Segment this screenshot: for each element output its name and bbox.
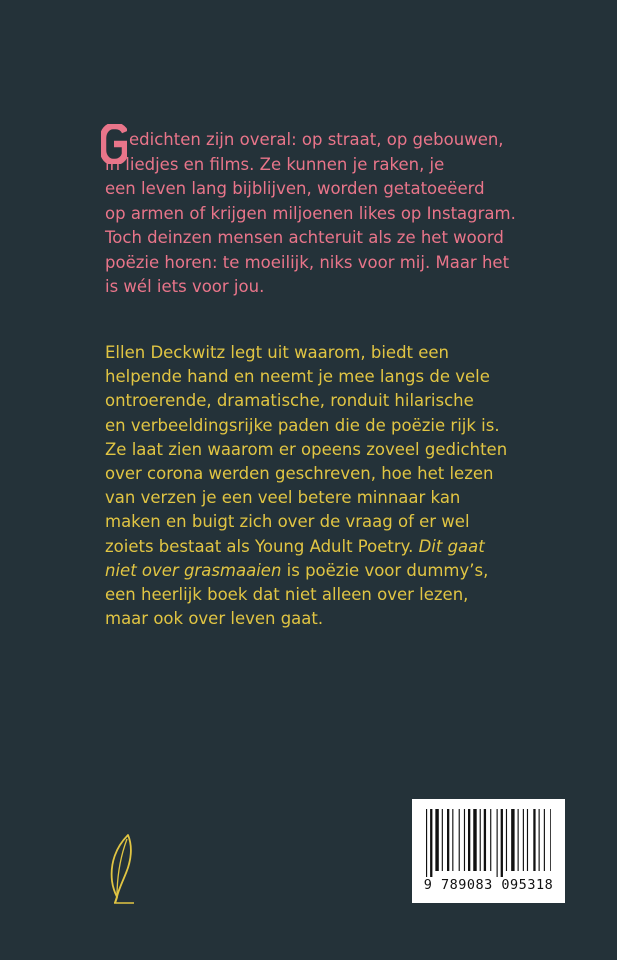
description-line: Ze laat zien waarom er opeens zoveel gedichten bbox=[105, 439, 508, 459]
intro-line: een leven lang bijblijven, worden getatoeëerd bbox=[105, 179, 485, 198]
barcode-bar bbox=[539, 809, 540, 871]
barcode-bar bbox=[435, 809, 438, 871]
intro-line: is wél iets voor jou. bbox=[105, 277, 265, 296]
intro-line: in liedjes en films. Ze kunnen je raken, je bbox=[105, 154, 445, 174]
description-line: een heerlijk boek dat niet alleen over lezen, bbox=[105, 585, 469, 605]
barcode-bar bbox=[464, 809, 465, 871]
intro-line: poëzie horen: te moeilijk, niks voor mij. Maar het bbox=[105, 252, 510, 272]
barcode-bar bbox=[442, 809, 443, 871]
intro-line: Toch deinzen mensen achteruit als ze het woord bbox=[105, 228, 504, 247]
barcode-bar bbox=[468, 809, 470, 871]
barcode-bar bbox=[490, 809, 491, 871]
description-line: maar ook over leven gaat. bbox=[105, 609, 324, 629]
barcode-bar bbox=[533, 809, 535, 871]
barcode-bar bbox=[447, 809, 449, 871]
description-line: maken en buigt zich over de vraag of er wel bbox=[105, 512, 470, 532]
blurb-description-paragraph bbox=[105, 341, 535, 631]
description-line bbox=[105, 535, 535, 559]
description-line: van verzen je een veel betere minnaar kan bbox=[105, 488, 461, 508]
barcode-bar bbox=[523, 809, 524, 871]
barcode-bar bbox=[473, 809, 476, 871]
barcode-bar bbox=[430, 809, 432, 877]
barcode-image bbox=[426, 809, 551, 877]
barcode-bar bbox=[426, 809, 427, 877]
description-line: ontroerende, dramatische, ronduit hilarische bbox=[105, 391, 474, 411]
barcode-bar bbox=[550, 809, 551, 871]
barcode-bar bbox=[480, 809, 481, 871]
barcode-bar bbox=[501, 809, 503, 877]
barcode-bar bbox=[527, 809, 528, 871]
quill-pen-icon bbox=[108, 833, 138, 905]
description-text: is poëzie voor dummy’s, bbox=[281, 560, 489, 580]
description-text: zoiets bestaat als Young Adult Poetry. bbox=[105, 536, 419, 556]
barcode-bar bbox=[459, 809, 460, 871]
dropcap-g bbox=[101, 124, 127, 164]
book-title-part: Dit gaat bbox=[418, 536, 485, 556]
description-line: helpende hand en neemt je mee langs de vele bbox=[105, 367, 490, 387]
blurb-intro-paragraph bbox=[105, 128, 525, 300]
barcode-bar bbox=[497, 809, 498, 877]
barcode-bar bbox=[452, 809, 453, 871]
barcode-label bbox=[412, 799, 565, 903]
book-title-part: niet over grasmaaien bbox=[105, 560, 282, 580]
description-line: en verbeeldingsrijke paden die de poëzie rijk is. bbox=[105, 415, 500, 435]
barcode-bar bbox=[484, 809, 486, 871]
isbn-number: 9 789083 095318 bbox=[423, 877, 554, 893]
barcode-bar bbox=[544, 809, 545, 871]
barcode-bar bbox=[511, 809, 514, 871]
intro-line: edichten zijn overal: op straat, op gebouwen, bbox=[129, 130, 504, 149]
intro-line: op armen of krijgen miljoenen likes op Instagram. bbox=[105, 203, 516, 223]
description-line bbox=[105, 559, 535, 583]
barcode-bar bbox=[506, 809, 507, 871]
description-line: over corona werden geschreven, hoe het lezen bbox=[105, 464, 494, 484]
description-line: Ellen Deckwitz legt uit waarom, biedt een bbox=[105, 343, 450, 362]
barcode-bar bbox=[518, 809, 519, 871]
